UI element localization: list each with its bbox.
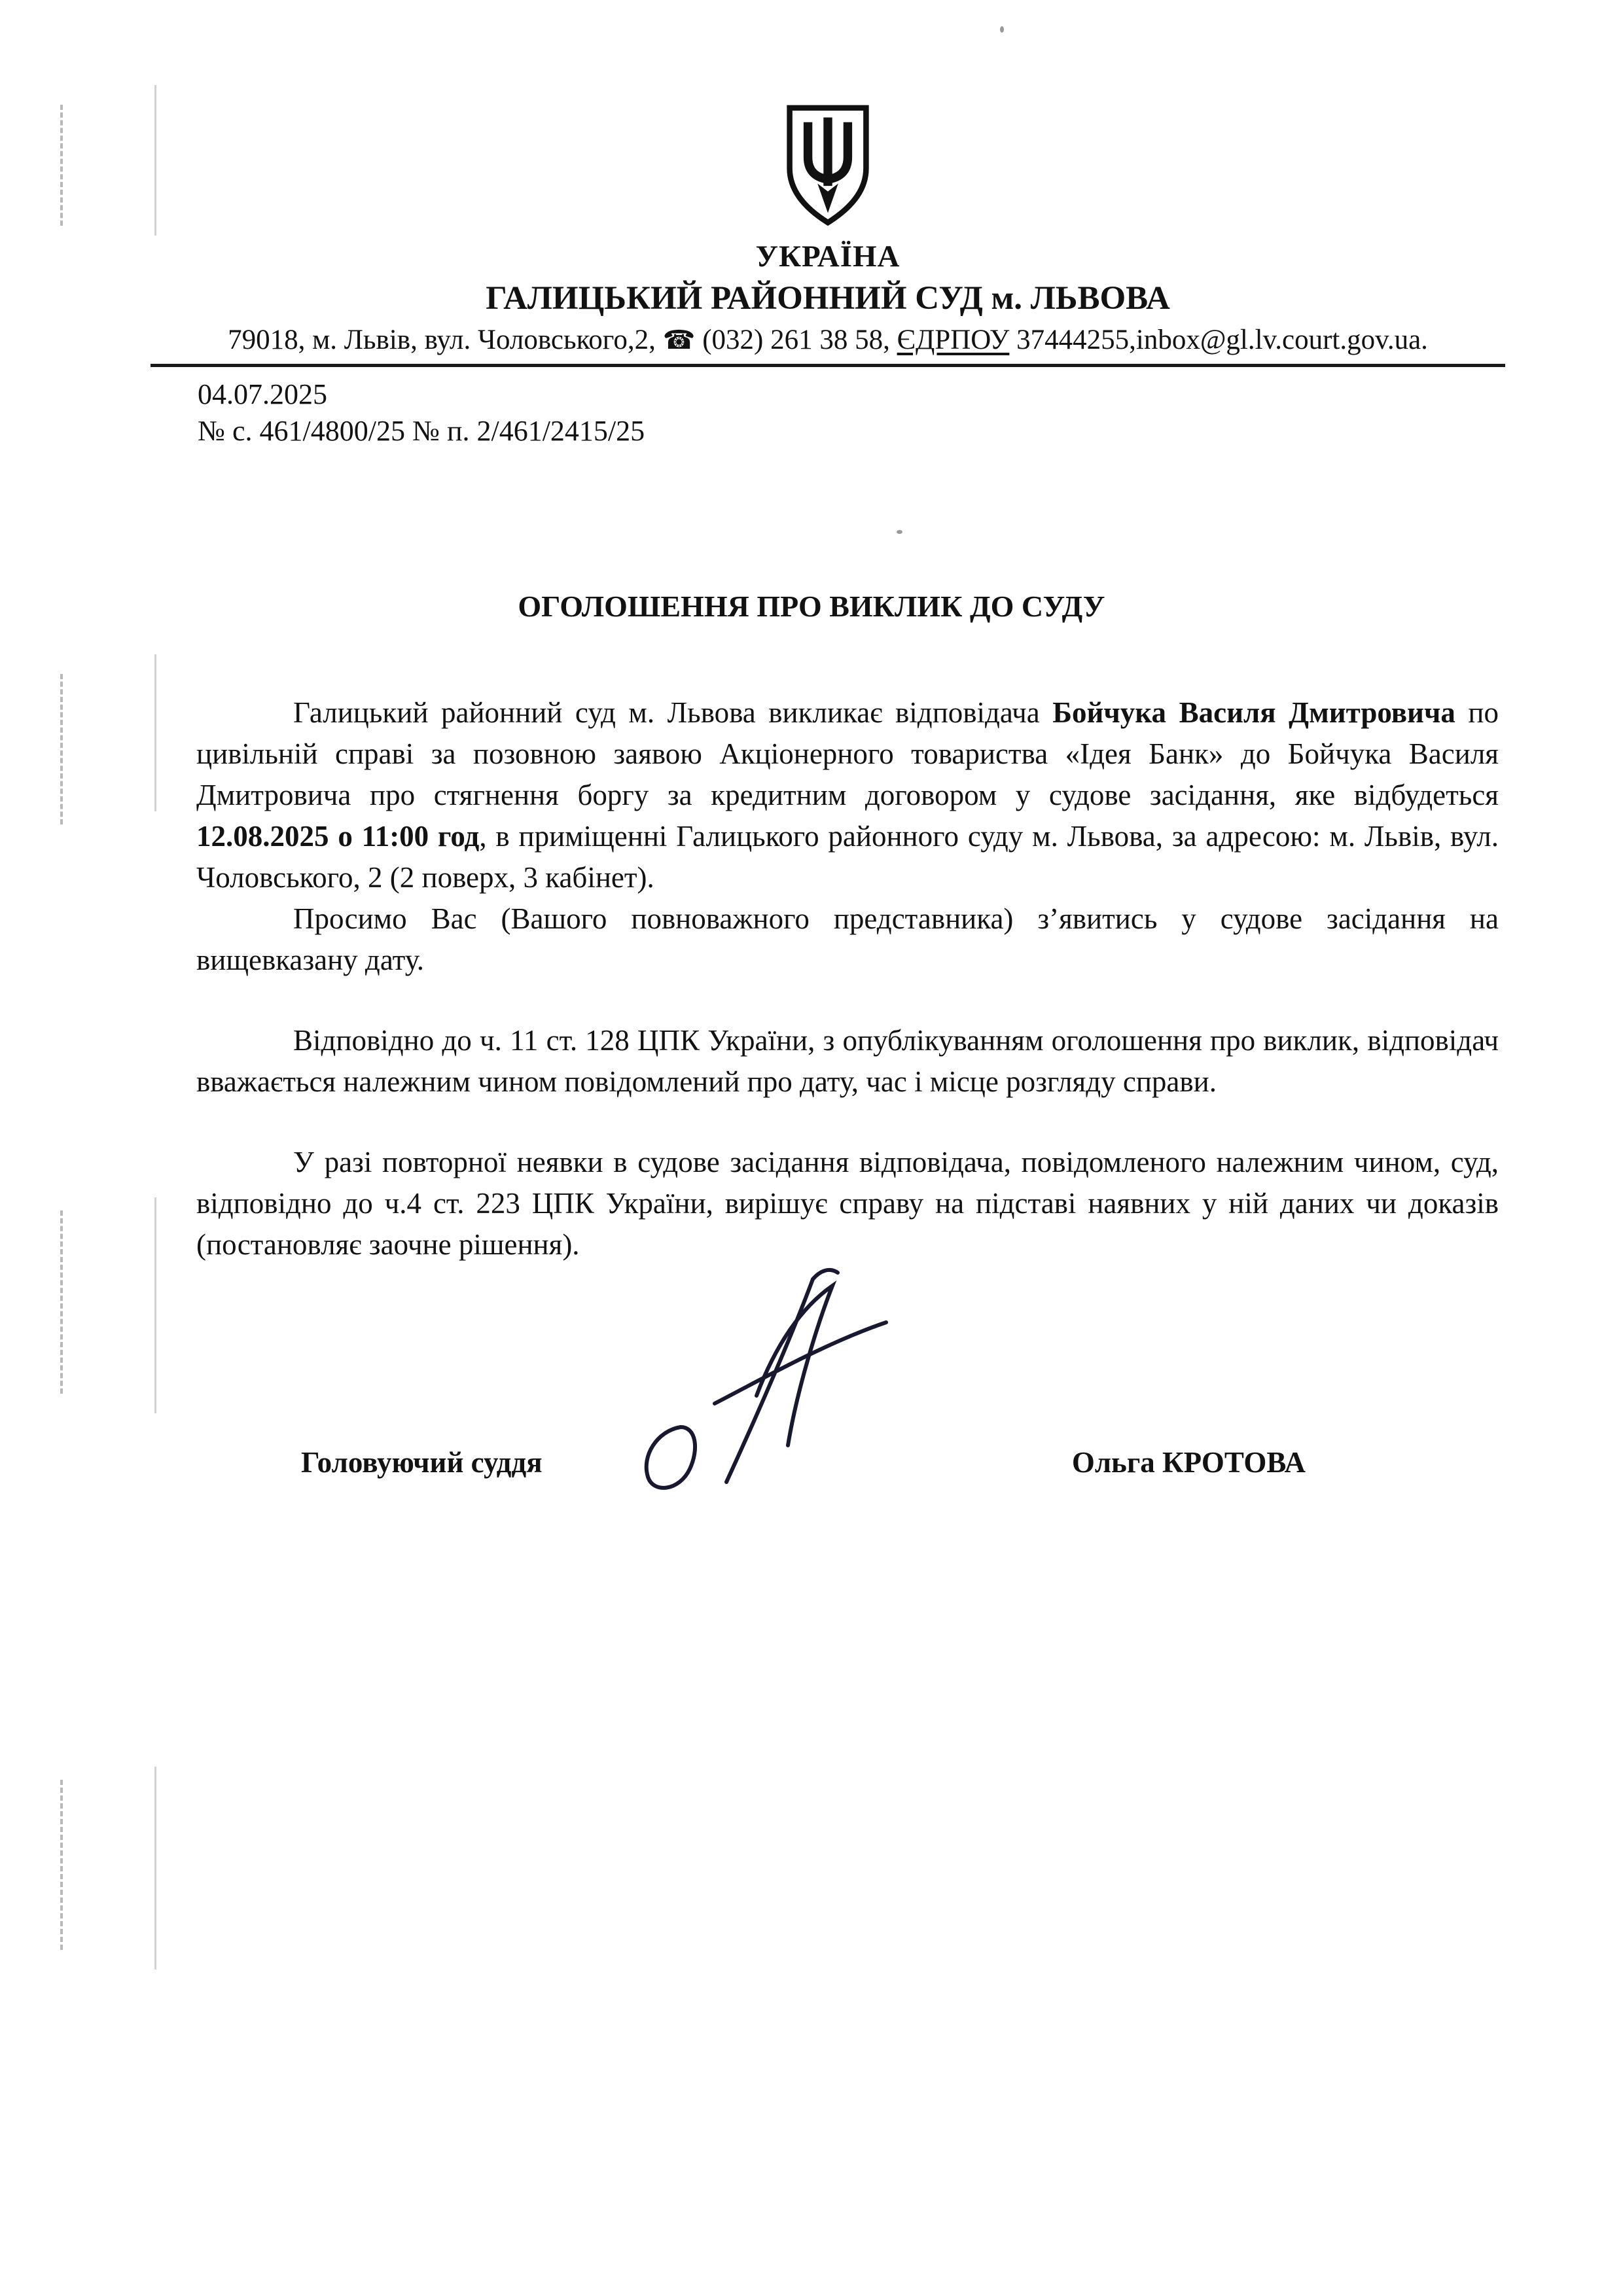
judge-name: Ольга КРОТОВА (1071, 1445, 1306, 1479)
country-name: УКРАЇНА (755, 239, 901, 274)
scan-artifact (60, 1210, 63, 1394)
handwritten-signature (615, 1249, 903, 1508)
scan-artifact (154, 654, 156, 811)
letterhead (151, 0, 1505, 367)
court-name: ГАЛИЦЬКИЙ РАЙОННИЙ СУД м. ЛЬВОВА (486, 280, 1170, 317)
address-part: 79018, м. Львів, вул. Чоловського,2, (228, 325, 663, 355)
edrpou-and-email: 37444255,inbox@gl.lv.court.gov.ua. (1009, 325, 1428, 355)
paragraph-summons (196, 692, 1499, 898)
coat-of-arms-ukraine-icon (780, 101, 876, 229)
reference-block (198, 376, 1499, 450)
scan-artifact (154, 1767, 156, 1969)
document-title: ОГОЛОШЕННЯ ПРО ВИКЛИК ДО СУДУ (518, 589, 1105, 623)
paragraph-request: Просимо Вас (Вашого повноважного представника) з’явитись у судове засідання на вищевказану дату. (196, 902, 1499, 976)
paragraph-text: , в приміщенні Галицького районного суду м. Львова, за адресою: м. Львів, вул. Чоловського, 2 (2 поверх, 3 кабінет). (196, 819, 1499, 894)
case-numbers: № с. 461/4800/25 № п. 2/461/2415/25 (198, 415, 645, 448)
document-body (196, 692, 1499, 1265)
paragraph-text: Галицький районний суд м. Львова викликає відповідача (293, 696, 1053, 729)
phone-icon: ☎ (662, 325, 696, 355)
scan-artifact (1000, 26, 1004, 33)
judge-role-label: Головуючий суддя (301, 1445, 543, 1479)
signature-block (196, 1445, 1499, 1479)
scan-artifact (60, 105, 63, 226)
scan-artifact (154, 85, 156, 236)
hearing-datetime: 12.08.2025 о 11:00 год (196, 819, 480, 853)
scan-artifact (60, 1780, 63, 1950)
defendant-name: Бойчука Василя Дмитровича (1052, 696, 1455, 729)
paragraph-legal-notice-1: Відповідно до ч. 11 ст. 128 ЦПК України, з опублікуванням оголошення про виклик, відповідач вважається належним чином повідомлений про дату, час і місце розгляду справи. (196, 1023, 1499, 1098)
scan-artifact (60, 674, 63, 824)
paragraph-text: по цивільній справі за позовною заявою Акціонерного товариства «Ідея Банк» до Бойчука Василя Дмитровича про стягнення боргу за кредитним договором у судове засідання, яке відбудеться (196, 696, 1499, 811)
paragraph-legal-notice-2: У разі повторної неявки в судове засідання відповідача, повідомленого належним чином, суд, відповідно до ч.4 ст. 223 ЦПК України, вирішує справу на підставі наявних у ній даних чи доказів (постановляє заочне рішення). (196, 1145, 1499, 1261)
scan-artifact (897, 530, 902, 534)
document-date: 04.07.2025 (198, 378, 327, 410)
phone-number: (032) 261 38 58, (695, 325, 897, 355)
edrpou-label: ЄДРПОУ (897, 325, 1010, 355)
scan-artifact (154, 1197, 156, 1413)
court-address-line (151, 324, 1505, 356)
